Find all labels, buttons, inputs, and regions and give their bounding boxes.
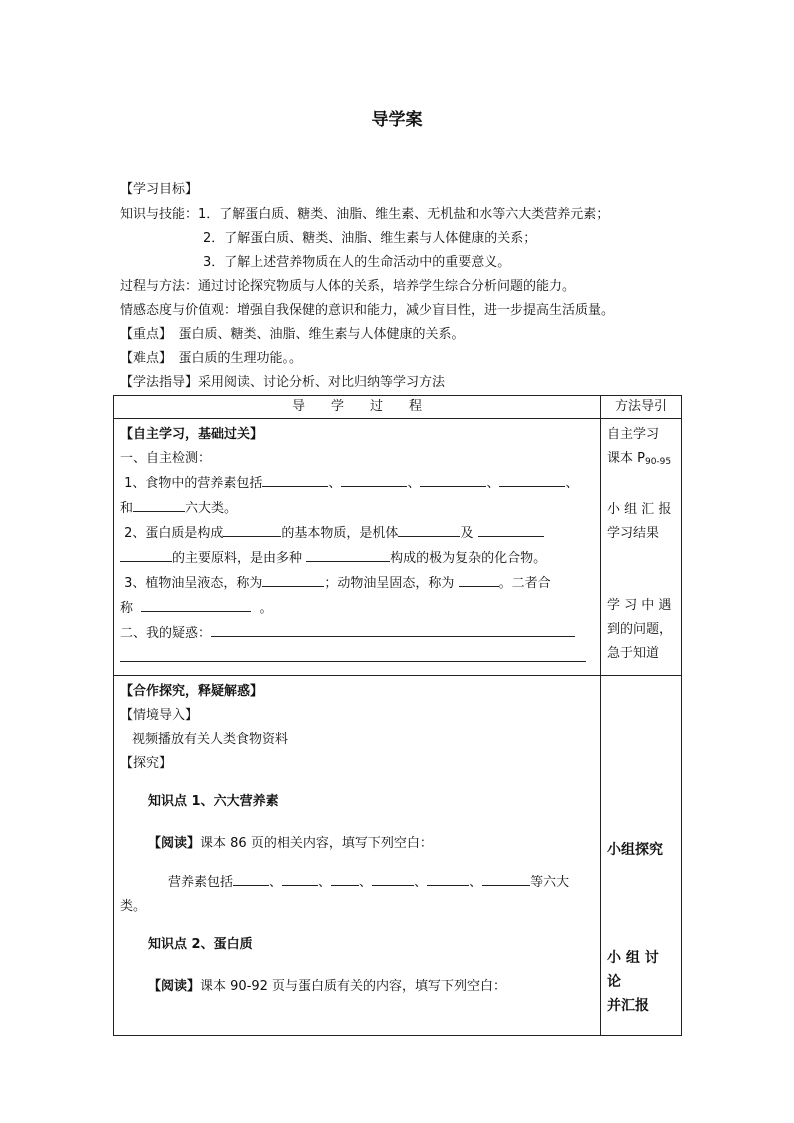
- question-1-cont: 和 六大类。: [120, 496, 594, 521]
- reading-2: 【阅读】课本 90-92 页与蛋白质有关的内容，填写下列空白：: [148, 979, 507, 994]
- knowledge-point-2: 知识点 2、蛋白质: [148, 937, 253, 952]
- doubts-line: 二、我的疑惑：: [120, 621, 594, 646]
- header-method: 方法导引: [601, 396, 682, 419]
- side-text: 小 组 讨 论: [607, 950, 659, 990]
- question-2: 2、蛋白质是构成 的基本物质，是机体 及: [120, 521, 594, 546]
- self-check-heading: 一、自主检测：: [120, 451, 212, 466]
- cooperative-side: [601, 676, 682, 1036]
- knowledge-label: 知识与技能：: [120, 207, 199, 222]
- knowledge-item: 1．了解蛋白质、糖类、油脂、维生素、无机盐和水等六大类营养元素；: [198, 207, 610, 222]
- side-text: 课本 $P_{90-95}$: [607, 451, 672, 467]
- scenario-heading: 【情境导入】: [120, 708, 199, 723]
- scenario-text: 视频播放有关人类食物资料: [132, 732, 289, 747]
- self-study-cell: [114, 419, 601, 676]
- page-title: 导学案: [371, 110, 423, 130]
- key-point-line: 【重点】 蛋白质、糖类、油脂、维生素与人体健康的关系。: [120, 327, 465, 342]
- difficulty-line: 【难点】 蛋白质的生理功能。。: [120, 351, 303, 366]
- side-text: 小组探究: [607, 842, 663, 858]
- question-1: 1、食物中的营养素包括 、 、 、 、: [120, 471, 594, 496]
- question-3-cont: 称 。: [120, 596, 594, 621]
- question-2-cont: 的主要原料，是由多种 构成的极为复杂的化合物。: [120, 546, 594, 571]
- side-text: 学习结果: [607, 526, 660, 541]
- nutrients-line: 营养素包括 、 、 、 、 、 等六大: [120, 870, 594, 895]
- self-study-title: 【自主学习，基础过关】: [120, 427, 264, 442]
- nutrients-line-cont: 类。: [120, 899, 147, 914]
- side-text: 自主学习: [607, 427, 660, 442]
- knowledge-point-1: 知识点 1、六大营养素: [148, 794, 279, 809]
- reading-1: 【阅读】课本 86 页的相关内容，填写下列空白：: [148, 836, 433, 851]
- explore-heading: 【探究】: [120, 756, 173, 771]
- knowledge-item: 3．了解上述营养物质在人的生命活动中的重要意义。: [203, 255, 511, 270]
- side-text: 到的问题，: [607, 622, 673, 637]
- question-3: 3、植物油呈液态，称为 ；动物油呈固态，称为 。二者合: [120, 571, 594, 596]
- cooperative-cell: [114, 676, 601, 1036]
- attitude-line: 情感态度与价值观：增强自我保健的意识和能力，减少盲目性，进一步提高生活质量。: [120, 303, 615, 318]
- process-method-line: 过程与方法：通过讨论探究物质与人体的关系，培养学生综合分析问题的能力。: [120, 279, 576, 294]
- cooperative-title: 【合作探究，释疑解惑】: [120, 684, 264, 699]
- self-study-side: [601, 419, 682, 676]
- side-text: 并汇报: [607, 998, 649, 1014]
- guide-table: [113, 395, 682, 1036]
- side-text: 学 习 中 遇: [607, 598, 672, 613]
- doubts-line-2: [120, 646, 594, 671]
- side-text: 急于知道: [607, 646, 660, 661]
- method-guide-line: 【学法指导】采用阅读、讨论分析、对比归纳等学习方法: [120, 375, 446, 390]
- knowledge-line-1: [120, 205, 609, 225]
- side-text: 小 组 汇 报: [607, 502, 672, 517]
- objectives-heading: 【学习目标】: [120, 182, 199, 197]
- header-process: 导学过程: [114, 396, 601, 419]
- knowledge-item: 2．了解蛋白质、糖类、油脂、维生素与人体健康的关系；: [203, 231, 537, 246]
